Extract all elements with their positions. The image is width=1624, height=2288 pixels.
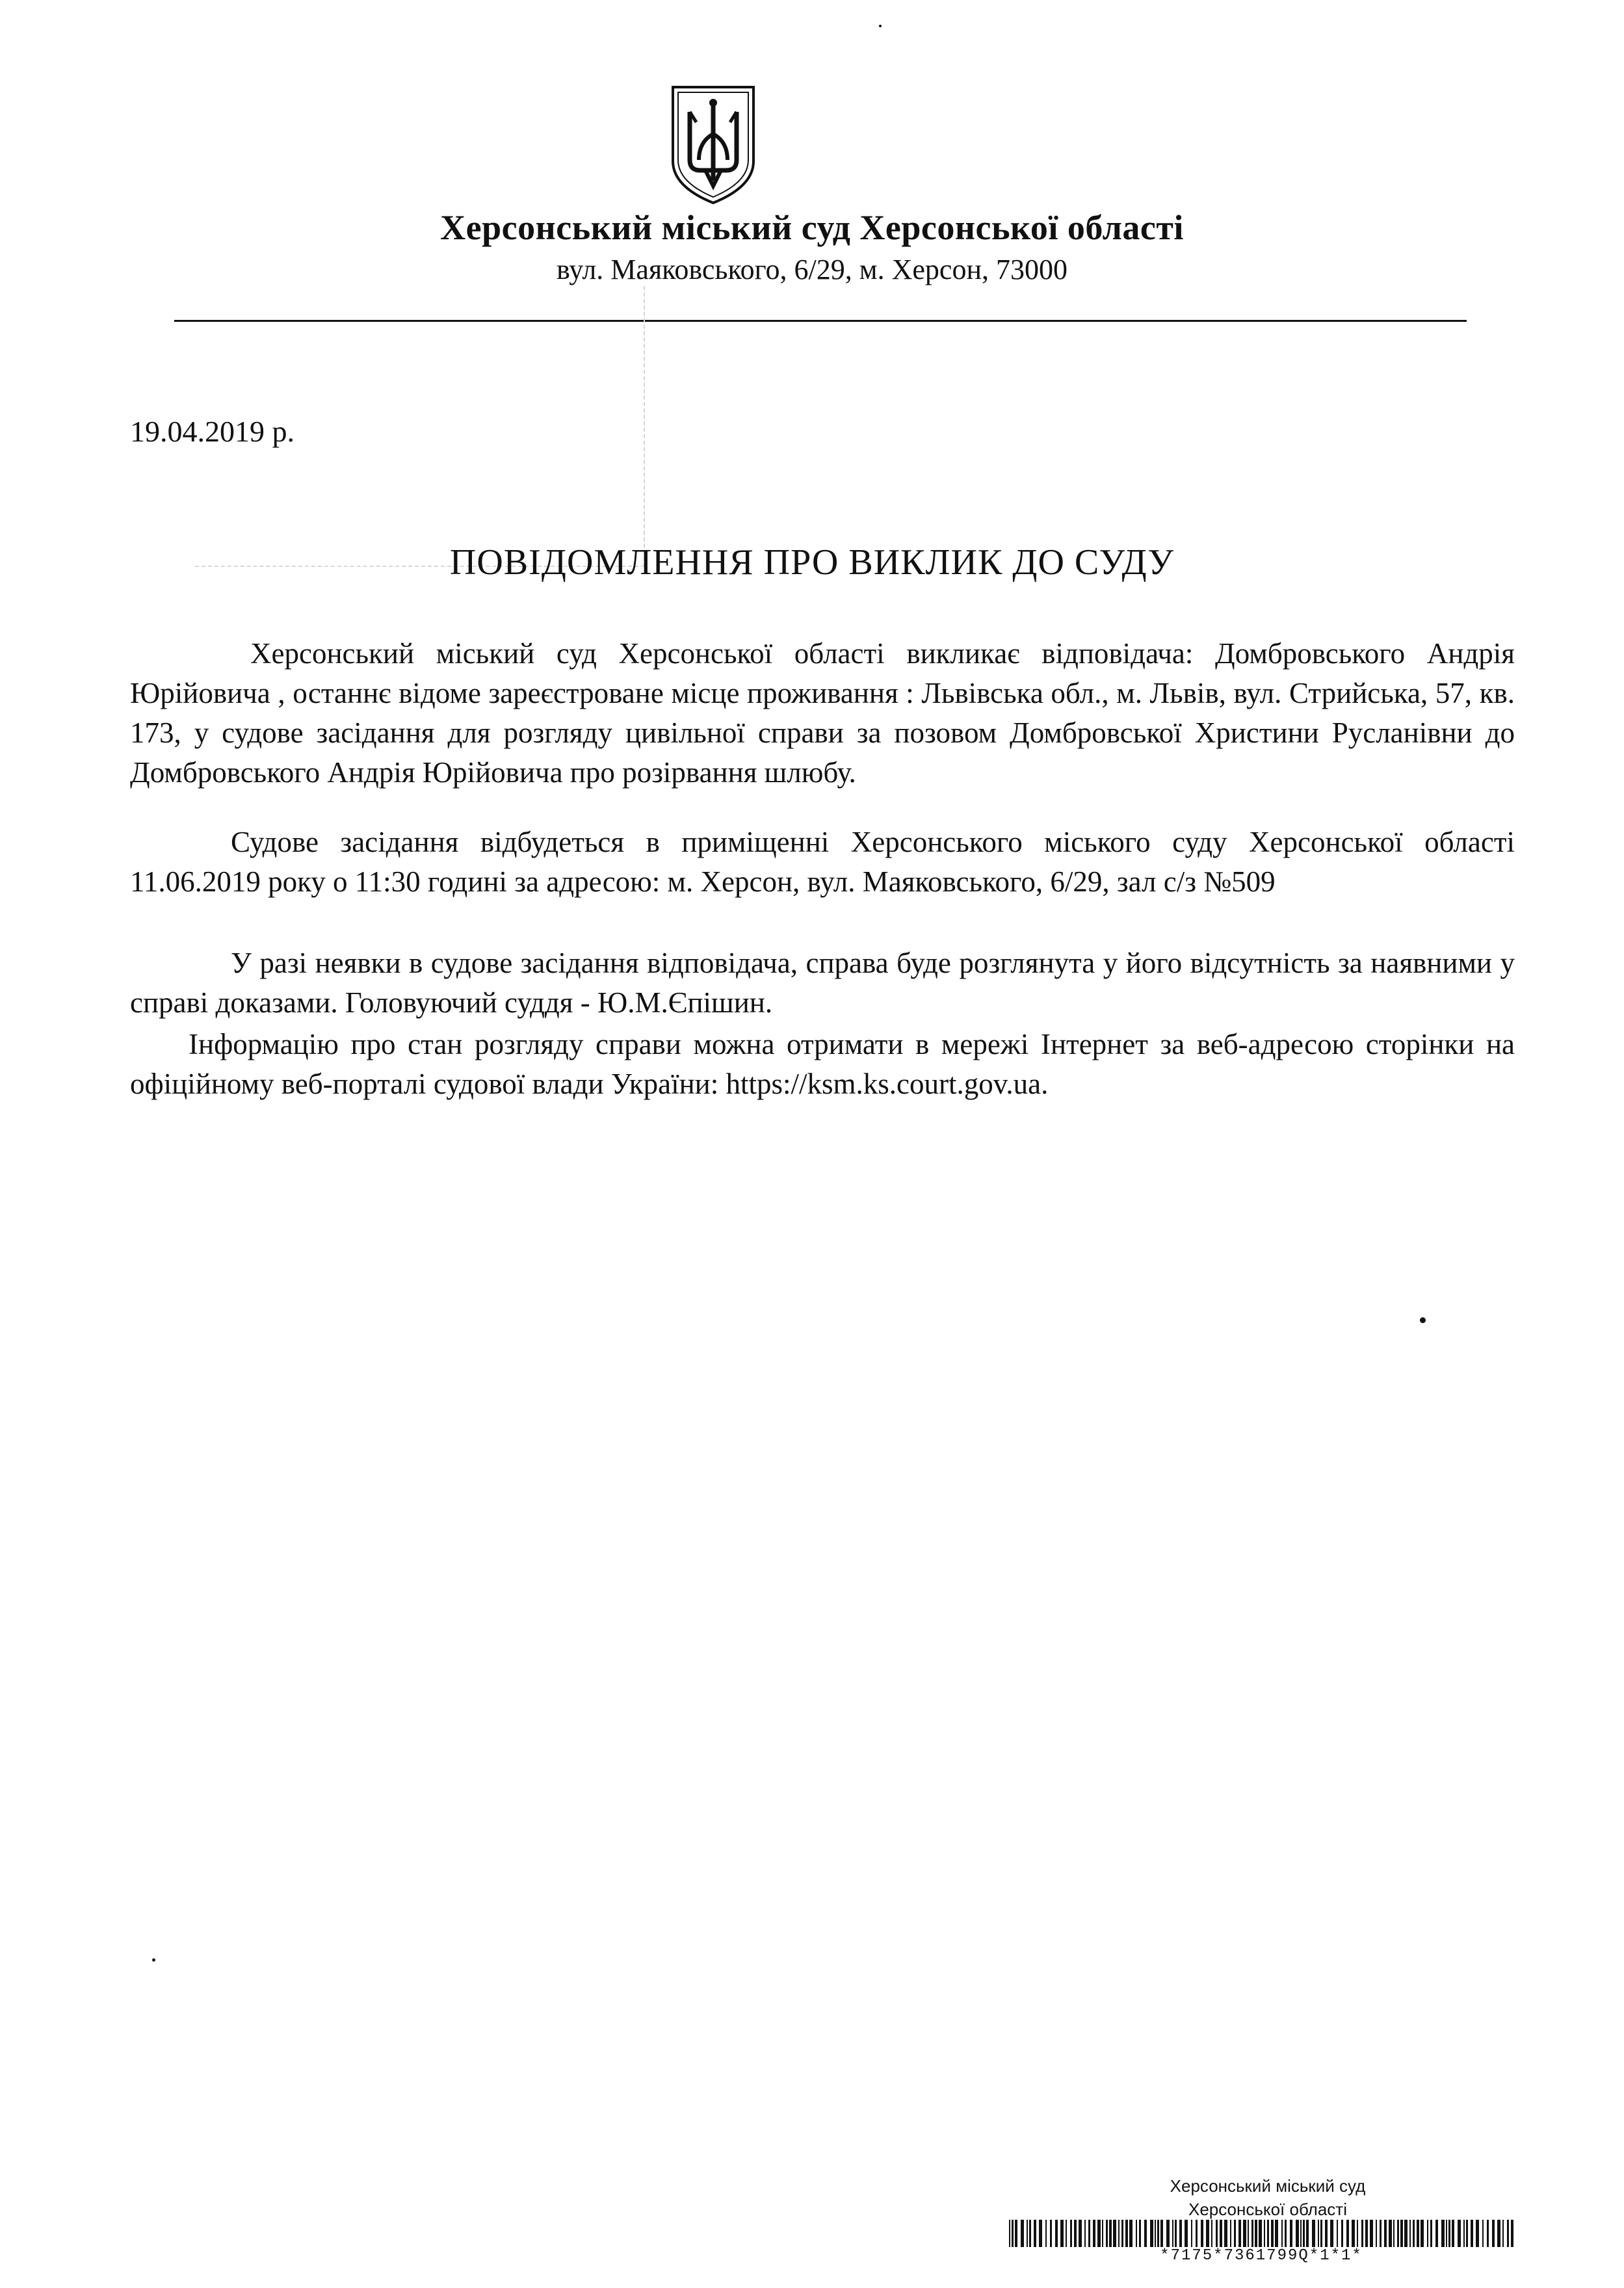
court-name: Херсонський міський суд Херсонської області	[440, 208, 1184, 247]
barcode-icon	[1009, 2220, 1513, 2247]
summons-paragraph: Херсонський міський суд Херсонської області викликає відповідача: Домбровського Андрія Юрійовича , останнє відоме зареєстроване місце проживання : Львівська обл., м. Львів, вул. Стрийська, 57, кв. 173, у судове засідання для розгляду цивільної справи за позовом Домбровської Христини Русланівни до Домбровського Андрія Юрійовича про розірвання шлюбу.	[130, 637, 1515, 789]
document-date: 19.04.2019 р.	[130, 415, 295, 448]
ukraine-trident-emblem-icon	[668, 83, 759, 207]
footer-court-name: Херсонський міський суд	[1170, 2176, 1366, 2196]
info-paragraph: Інформацію про стан розгляду справи можна отримати в мережі Інтернет за веб-адресою сторінки на офіційному веб-порталі судової влади України: https://ksm.ks.court.gov.ua.	[130, 1028, 1515, 1100]
absence-paragraph: У разі неявки в судове засідання відповідача, справа буде розглянута у його відсутність за наявними у справі доказами. Головуючий суддя - Ю.М.Єпішин.	[130, 947, 1515, 1019]
scan-speck	[152, 1958, 155, 1962]
barcode-text: *7175*7361799Q*1*1*	[1160, 2247, 1363, 2265]
footer-court-region: Херсонської області	[1188, 2200, 1347, 2219]
scan-speck	[1420, 1317, 1426, 1323]
scan-speck	[879, 25, 882, 27]
hearing-paragraph: Судове засідання відбудеться в приміщенні Херсонського міського суду Херсонської області 11.06.2019 року о 11:30 годині за адресою: м. Херсон, вул. Маяковського, 6/29, зал с/з №509	[130, 826, 1515, 898]
court-address: вул. Маяковського, 6/29, м. Херсон, 73000	[557, 254, 1067, 285]
document-title: ПОВІДОМЛЕННЯ ПРО ВИКЛИК ДО СУДУ	[449, 542, 1175, 583]
